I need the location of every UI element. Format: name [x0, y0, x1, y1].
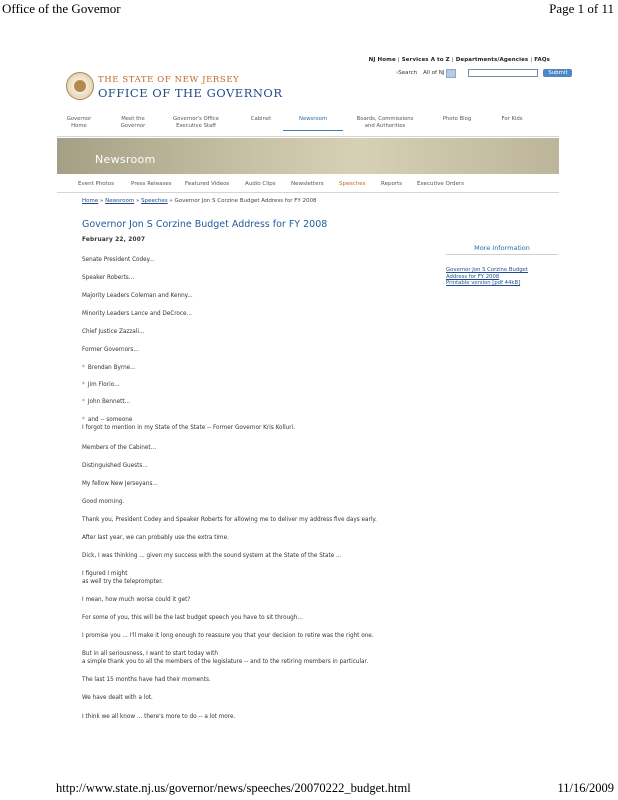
speech-paragraph: Former Governors...	[82, 347, 139, 353]
top-link-separator: |	[397, 57, 400, 63]
printable-version-link[interactable]: Printable version [pdf 44kB]	[446, 280, 521, 286]
speech-paragraph: Senate President Codey...	[82, 257, 155, 263]
search-label: ›Search	[396, 70, 418, 76]
subnav-featured-videos[interactable]: Featured Videos	[185, 181, 230, 187]
nj-home-link[interactable]: NJ Home	[368, 57, 396, 63]
print-header-page: Page 1 of 11	[549, 1, 614, 16]
breadcrumb	[82, 198, 317, 204]
subnav-audio-clips[interactable]: Audio Clips	[245, 181, 276, 187]
budget-address-link-cont[interactable]: Address for FY 2008	[446, 273, 500, 280]
logo-line1: THE STATE OF NEW JERSEY	[98, 75, 240, 85]
top-link-separator: |	[530, 57, 533, 63]
print-footer-url: http://www.state.nj.us/governor/news/speeches/20070222_budget.html	[56, 781, 411, 795]
more-information-panel	[446, 244, 558, 287]
nav-executive-staff[interactable]: Governor's Office Executive Staff	[173, 116, 219, 129]
speech-paragraph: Minority Leaders Lance and DeCroce...	[82, 311, 192, 317]
speech-paragraph: But in all seriousness, I want to start today with	[82, 651, 218, 657]
nav-for-kids[interactable]: For Kids	[501, 116, 523, 122]
search-submit-button[interactable]: Submit	[543, 69, 572, 77]
banner-title: Newsroom	[95, 153, 156, 166]
site-logo[interactable]	[66, 72, 296, 104]
print-footer	[0, 781, 618, 799]
print-footer-date: 11/16/2009	[557, 781, 614, 795]
speech-paragraph: a simple thank you to all the members of the legislature -- and to the retiring members in particular.	[82, 659, 369, 665]
search-scope-label: All of NJ	[423, 70, 445, 76]
speech-paragraph: Chief Justice Zazzali...	[82, 329, 145, 335]
services-link[interactable]: Services A to Z	[401, 57, 450, 63]
bullet-icon: *	[82, 382, 85, 388]
speech-paragraph: After last year, we can probably use the extra time.	[82, 535, 229, 541]
speech-paragraph: Members of the Cabinet...	[82, 445, 157, 451]
breadcrumb-separator: »	[167, 198, 175, 204]
budget-address-link[interactable]: Governor Jon S Corzine Budget	[446, 267, 528, 273]
state-seal-icon	[66, 72, 94, 100]
print-header-title: Office of the Govemor	[2, 1, 121, 16]
speech-bullet-item: * and -- someone	[82, 417, 133, 423]
bullet-icon: *	[82, 365, 85, 371]
faqs-link[interactable]: FAQs	[534, 57, 550, 63]
search-input[interactable]	[468, 69, 538, 77]
speech-paragraph: Dick, I was thinking ... given my success with the sound system at the State of the State ...	[82, 553, 342, 559]
speech-paragraph: Distinguished Guests...	[82, 463, 148, 469]
speech-bullet-item: * Jim Florio...	[82, 382, 120, 388]
speech-paragraph: I think we all know ... there's more to do -- a lot more.	[82, 714, 236, 720]
subnav-press-releases[interactable]: Press Releases	[131, 181, 172, 187]
breadcrumb-separator: »	[98, 198, 106, 204]
top-link-separator: |	[451, 57, 454, 63]
subnav-speeches[interactable]: Speeches	[339, 181, 366, 187]
speech-paragraph: I mean, how much worse could it get?	[82, 597, 191, 603]
breadcrumb-speeches[interactable]: Speeches	[141, 198, 168, 204]
speech-paragraph: I promise you ... I'll make it long enough to reassure you that your decision to retire was the right one.	[82, 633, 374, 639]
subnav-reports[interactable]: Reports	[381, 181, 403, 187]
nav-newsroom[interactable]: Newsroom	[283, 116, 343, 123]
bullet-icon: *	[82, 417, 85, 423]
departments-link[interactable]: Departments/Agencies	[455, 57, 529, 63]
speech-paragraph: Speaker Roberts...	[82, 275, 135, 281]
speech-paragraph: My fellow New Jerseyans...	[82, 481, 158, 487]
nav-photo-blog[interactable]: Photo Blog	[442, 116, 472, 122]
page-title: Governor Jon S Corzine Budget Address for FY 2008	[82, 219, 328, 230]
nav-active-indicator	[283, 130, 343, 131]
speech-paragraph: I figured I might	[82, 571, 128, 577]
speech-paragraph: Majority Leaders Coleman and Kenny...	[82, 293, 193, 299]
speech-paragraph: We have dealt with a lot.	[82, 695, 153, 701]
nav-governor-home[interactable]: Governor Home	[66, 116, 92, 129]
top-links	[369, 57, 550, 63]
breadcrumb-separator: »	[134, 198, 142, 204]
breadcrumb-home[interactable]: Home	[82, 198, 99, 204]
breadcrumb-newsroom[interactable]: Newsroom	[105, 198, 135, 204]
speech-paragraph: The last 15 months have had their moments.	[82, 677, 211, 683]
speech-bullet-item: * John Bennett...	[82, 399, 131, 405]
speech-paragraph: I forgot to mention in my State of the State -- Former Governor Kris Kolluri.	[82, 425, 296, 431]
article-date: February 22, 2007	[82, 237, 146, 243]
speech-paragraph: For some of you, this will be the last budget speech you have to sit through...	[82, 615, 303, 621]
main-nav	[57, 112, 559, 137]
more-information-header: More Information	[446, 244, 558, 255]
sub-nav	[57, 180, 559, 193]
subnav-executive-orders[interactable]: Executive Orders	[417, 181, 465, 187]
logo-line2: OFFICE OF THE GOVERNOR	[98, 86, 283, 100]
nav-boards[interactable]: Boards, Commissions and Authorities	[356, 116, 414, 129]
subnav-event-photos[interactable]: Event Photos	[78, 181, 115, 187]
search-bar	[396, 68, 572, 78]
search-scope-select[interactable]	[446, 69, 456, 78]
speech-paragraph: as well try the teleprompter.	[82, 579, 163, 585]
breadcrumb-current: Governor Jon S Corzine Budget Address for FY 2008	[174, 198, 317, 204]
nav-cabinet[interactable]: Cabinet	[250, 116, 272, 122]
speech-bullet-item: * Brendan Byrne...	[82, 365, 136, 371]
newsroom-banner	[57, 138, 559, 174]
subnav-newsletters[interactable]: Newsletters	[291, 181, 324, 187]
nav-meet-governor[interactable]: Meet the Governor	[120, 116, 146, 129]
speech-paragraph: Thank you, President Codey and Speaker Roberts for allowing me to deliver my address five days early.	[82, 517, 377, 523]
print-header	[0, 0, 618, 20]
bullet-icon: *	[82, 399, 85, 405]
speech-paragraph: Good morning.	[82, 499, 125, 505]
